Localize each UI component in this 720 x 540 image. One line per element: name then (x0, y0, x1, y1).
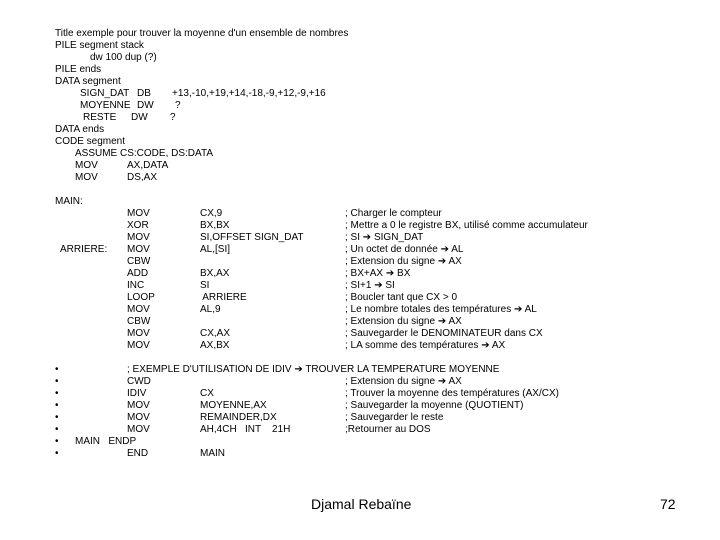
instruction-comment (345, 424, 431, 436)
comment-text: ; Mettre a 0 le registre BX, utilisé comme accumulateur (345, 220, 588, 231)
comment-target: AX (448, 316, 462, 327)
comment-text: ; Sauvegarder la moyenne (QUOTIENT) (345, 400, 524, 411)
instruction-op: MOV (127, 424, 150, 435)
bullet: • (55, 448, 59, 459)
bullet: • (55, 364, 59, 375)
instruction-comment (345, 316, 462, 328)
sign-dat-values: +13,-10,+19,+14,-18,-9,+12,-9,+16 (172, 88, 326, 99)
data-segment-line: DATA segment (55, 76, 121, 87)
arrow-icon: ➔ (437, 316, 447, 327)
instruction-arg: BX,AX (200, 268, 230, 279)
sign-dat-name: SIGN_DAT (80, 88, 130, 99)
arriere-label: ARRIERE: (60, 244, 108, 255)
instruction-comment (345, 244, 464, 256)
instruction-comment (345, 400, 523, 412)
bullet: • (55, 388, 59, 399)
instruction-comment (345, 232, 423, 244)
comment-text: ;Retourner au DOS (345, 424, 431, 435)
instruction-comment (345, 208, 442, 220)
pile-segment-line: PILE segment stack (55, 40, 144, 51)
instruction-op: MOV (127, 304, 150, 315)
comment-text: ; Un octet de donnée (345, 244, 438, 255)
comment-text: ; Charger le compteur (345, 208, 442, 219)
bullet: • (55, 376, 59, 387)
instruction-op: MOV (127, 208, 150, 219)
instruction-comment (345, 388, 559, 400)
instruction-op: XOR (127, 220, 149, 231)
instruction-arg: CX (200, 388, 214, 399)
comment-text: ; SI (345, 232, 361, 243)
instruction-op: CBW (127, 316, 151, 327)
page-number: 72 (660, 496, 676, 512)
instruction-comment (345, 292, 457, 304)
comment-text: ; Extension du signe (345, 256, 436, 267)
data-ends-line: DATA ends (55, 124, 105, 135)
author-footer: Djamal Rebaïne (311, 496, 412, 512)
assume-line: ASSUME CS:CODE, DS:DATA (75, 148, 213, 159)
instruction-comment (345, 268, 410, 280)
instruction-comment (345, 376, 462, 388)
reste-name: RESTE (83, 112, 117, 123)
comment-target: SIGN_DAT (373, 232, 424, 243)
instruction-op: MOV (127, 412, 150, 423)
instruction-op: MOV (127, 232, 150, 243)
mov-data-op: MOV (75, 160, 98, 171)
moyenne-name: MOYENNE (80, 100, 131, 111)
main-endp-line: MAIN ENDP (75, 436, 137, 447)
instruction-comment (345, 328, 543, 340)
instruction-arg: CX,9 (200, 208, 223, 219)
instruction-arg: AH,4CH INT 21H (200, 424, 291, 435)
instruction-arg: CX,AX (200, 328, 231, 339)
moyenne-value: ? (175, 100, 181, 111)
instruction-op: MOV (127, 244, 150, 255)
bullet: • (55, 424, 59, 435)
comment-text: ; Sauvegarder le reste (345, 412, 444, 423)
main-label: MAIN: (55, 196, 83, 207)
comment-text: ; Sauvegarder le DENOMINATEUR dans CX (345, 328, 543, 339)
instruction-arg: AL,9 (200, 304, 221, 315)
comment-text: ; Extension du signe (345, 316, 436, 327)
idiv-heading-post: TROUVER LA TEMPERATURE MOYENNE (305, 364, 500, 375)
moyenne-directive: DW (137, 100, 154, 111)
instruction-op: MOV (127, 340, 150, 351)
instruction-arg: SI (200, 280, 210, 291)
instruction-comment (345, 412, 443, 424)
comment-target: BX (397, 268, 411, 279)
end-op: END (127, 448, 149, 459)
arrow-icon: ➔ (374, 280, 383, 291)
instruction-arg: SI,OFFSET SIGN_DAT (200, 232, 304, 243)
idiv-heading-pre: ; EXEMPLE D'UTILISATION DE IDIV (127, 364, 292, 375)
instruction-comment (345, 256, 462, 268)
comment-target: AL (451, 244, 464, 255)
instruction-op: CWD (127, 376, 151, 387)
end-arg: MAIN (200, 448, 225, 459)
instruction-op: MOV (127, 328, 150, 339)
instruction-arg: REMAINDER,DX (200, 412, 277, 423)
idiv-heading (127, 364, 499, 376)
reste-directive: DW (131, 112, 148, 123)
title-line: Title exemple pour trouver la moyenne d'un ensemble de nombres (55, 28, 349, 39)
comment-target: SI (385, 280, 395, 291)
arrow-icon: ➔ (294, 364, 303, 375)
instruction-arg: ARRIERE (200, 292, 247, 303)
arrow-icon: ➔ (362, 232, 372, 243)
comment-text: ; SI+1 (345, 280, 372, 291)
instruction-op: MOV (127, 400, 150, 411)
comment-target: AX (448, 256, 462, 267)
arrow-icon: ➔ (513, 304, 523, 315)
instruction-arg: AX,BX (200, 340, 230, 351)
code-segment-line: CODE segment (55, 136, 126, 147)
comment-target: AX (491, 340, 506, 351)
instruction-comment (345, 340, 505, 352)
instruction-comment (345, 280, 395, 292)
comment-text: ; Extension du signe (345, 376, 436, 387)
instruction-op: IDIV (127, 388, 147, 399)
instruction-comment (345, 220, 588, 232)
mov-data-arg: AX,DATA (127, 160, 169, 171)
arrow-icon: ➔ (437, 256, 447, 267)
arrow-icon: ➔ (440, 244, 450, 255)
comment-text: ; Trouver la moyenne des températures (AX/CX) (345, 388, 559, 399)
instruction-op: CBW (127, 256, 151, 267)
instruction-op: ADD (127, 268, 149, 279)
instruction-arg: BX,BX (200, 220, 230, 231)
comment-target: AX (448, 376, 462, 387)
instruction-op: INC (127, 280, 145, 291)
sign-dat-directive: DB (137, 88, 151, 99)
instruction-op: LOOP (127, 292, 155, 303)
reste-value: ? (170, 112, 176, 123)
bullet: • (55, 436, 59, 447)
comment-target: AL (524, 304, 537, 315)
pile-ends-line: PILE ends (55, 64, 102, 75)
instruction-arg: MOYENNE,AX (200, 400, 267, 411)
arrow-icon: ➔ (437, 376, 447, 387)
comment-text: ; Le nombre totales des températures (345, 304, 512, 315)
comment-text: ; BX+AX (345, 268, 384, 279)
mov-ds-op: MOV (75, 172, 98, 183)
mov-ds-arg: DS,AX (127, 172, 158, 183)
instruction-comment (345, 304, 537, 316)
arrow-icon: ➔ (385, 268, 395, 279)
bullet: • (55, 412, 59, 423)
bullet: • (55, 400, 59, 411)
arrow-icon: ➔ (481, 340, 490, 351)
comment-text: ; Boucler tant que CX > 0 (345, 292, 458, 303)
instruction-arg: AL,[SI] (200, 244, 231, 255)
comment-text: ; LA somme des températures (345, 340, 479, 351)
pile-dw-line: dw 100 dup (?) (90, 52, 157, 63)
